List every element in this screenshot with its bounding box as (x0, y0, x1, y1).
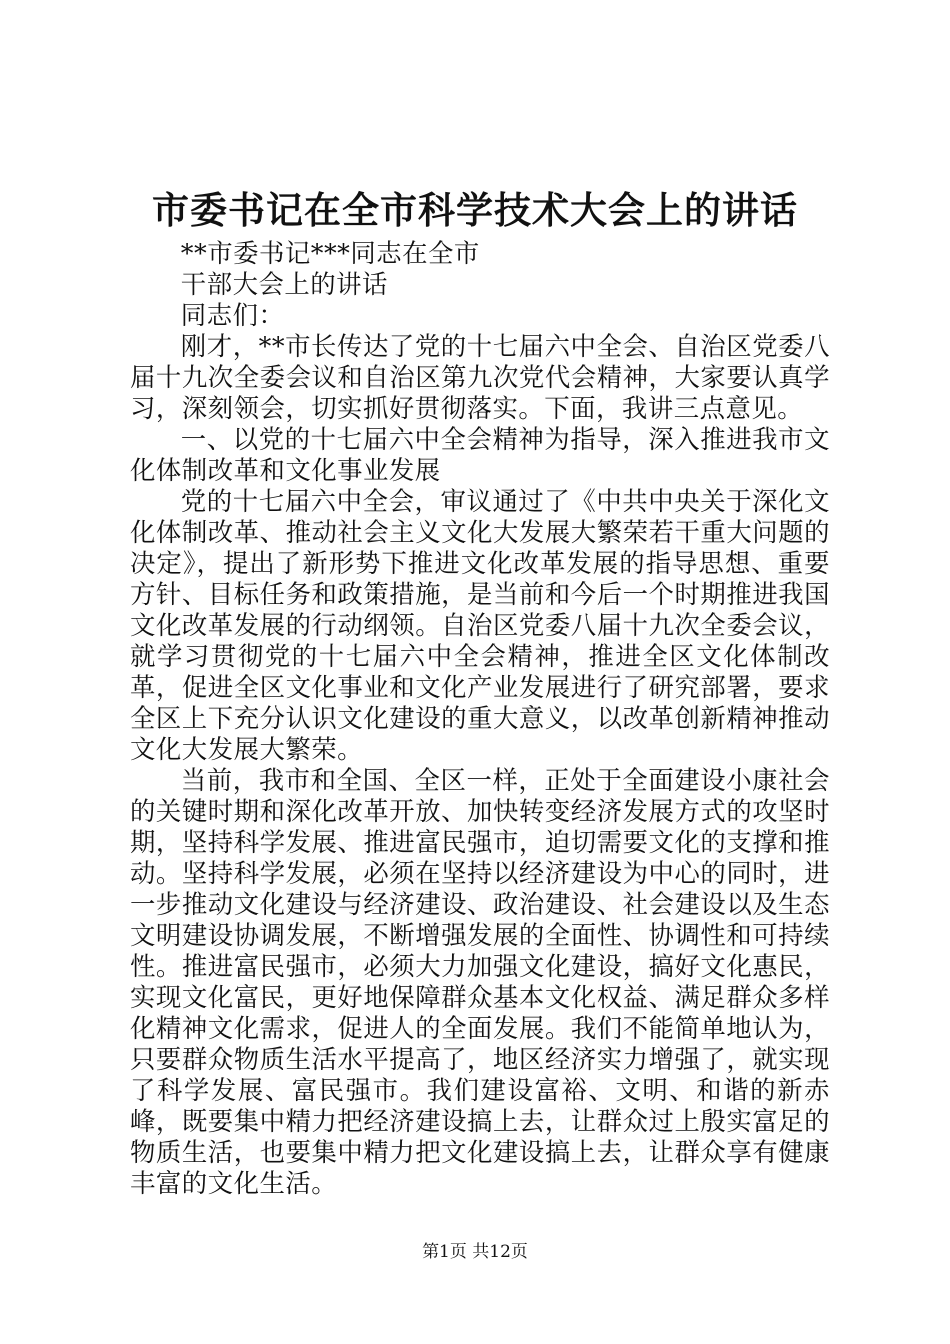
document-title: 市委书记在全市科学技术大会上的讲话 (152, 188, 798, 232)
paragraph-speaker-line: **市委书记***同志在全市 (180, 238, 480, 268)
paragraph-body-1: 党的十七届六中全会，审议通过了《中共中央关于深化文化体制改革、推动社会主义文化大发展大繁荣若干重大问题的决定》，提出了新形势下推进文化改革发展的指导思想、重要方针、目标任务和政策措施，是当前和今后一个时期推进我国文化改革发展的行动纲领。自治区党委八届十九次全委会议，就学习贯彻党的十七届六中全会精神，推进全区文化体制改革，促进全区文化事业和文化产业发展进行了研究部署，要求全区上下充分认识文化建设的重大意义，以改革创新精神推动文化大发展大繁荣。 (130, 486, 830, 764)
paragraph-salutation: 同志们： (180, 300, 285, 330)
paragraph-body-2: 当前，我市和全国、全区一样，正处于全面建设小康社会的关键时期和深化改革开放、加快转变经济发展方式的攻坚时期，坚持科学发展、推进富民强市，迫切需要文化的支撑和推动。坚持科学发展，必须在坚持以经济建设为中心的同时，进一步推动文化建设与经济建设、政治建设、社会建设以及生态文明建设协调发展，不断增强发展的全面性、协调性和可持续性。推进富民强市，必须大力加强文化建设，搞好文化惠民，实现文化富民，更好地保障群众基本文化权益、满足群众多样化精神文化需求，促进人的全面发展。我们不能简单地认为，只要群众物质生活水平提高了，地区经济实力增强了，就实现了科学发展、富民强市。我们建设富裕、文明、和谐的新赤峰，既要集中精力把经济建设搞上去，让群众过上殷实富足的物质生活，也要集中精力把文化建设搞上去，让群众享有健康丰富的文化生活。 (130, 765, 830, 1198)
section-heading-1: 一、以党的十七届六中全会精神为指导，深入推进我市文化体制改革和文化事业发展 (130, 424, 830, 485)
document-body (130, 238, 830, 1199)
paragraph-opening: 刚才，**市长传达了党的十七届六中全会、自治区党委八届十九次全委会议和自治区第九次党代会精神，大家要认真学习，深刻领会，切实抓好贯彻落实。下面，我讲三点意见。 (130, 331, 830, 423)
page-footer: 第1页 共12页 (422, 1242, 528, 1262)
paragraph-occasion-line: 干部大会上的讲话 (180, 269, 388, 299)
